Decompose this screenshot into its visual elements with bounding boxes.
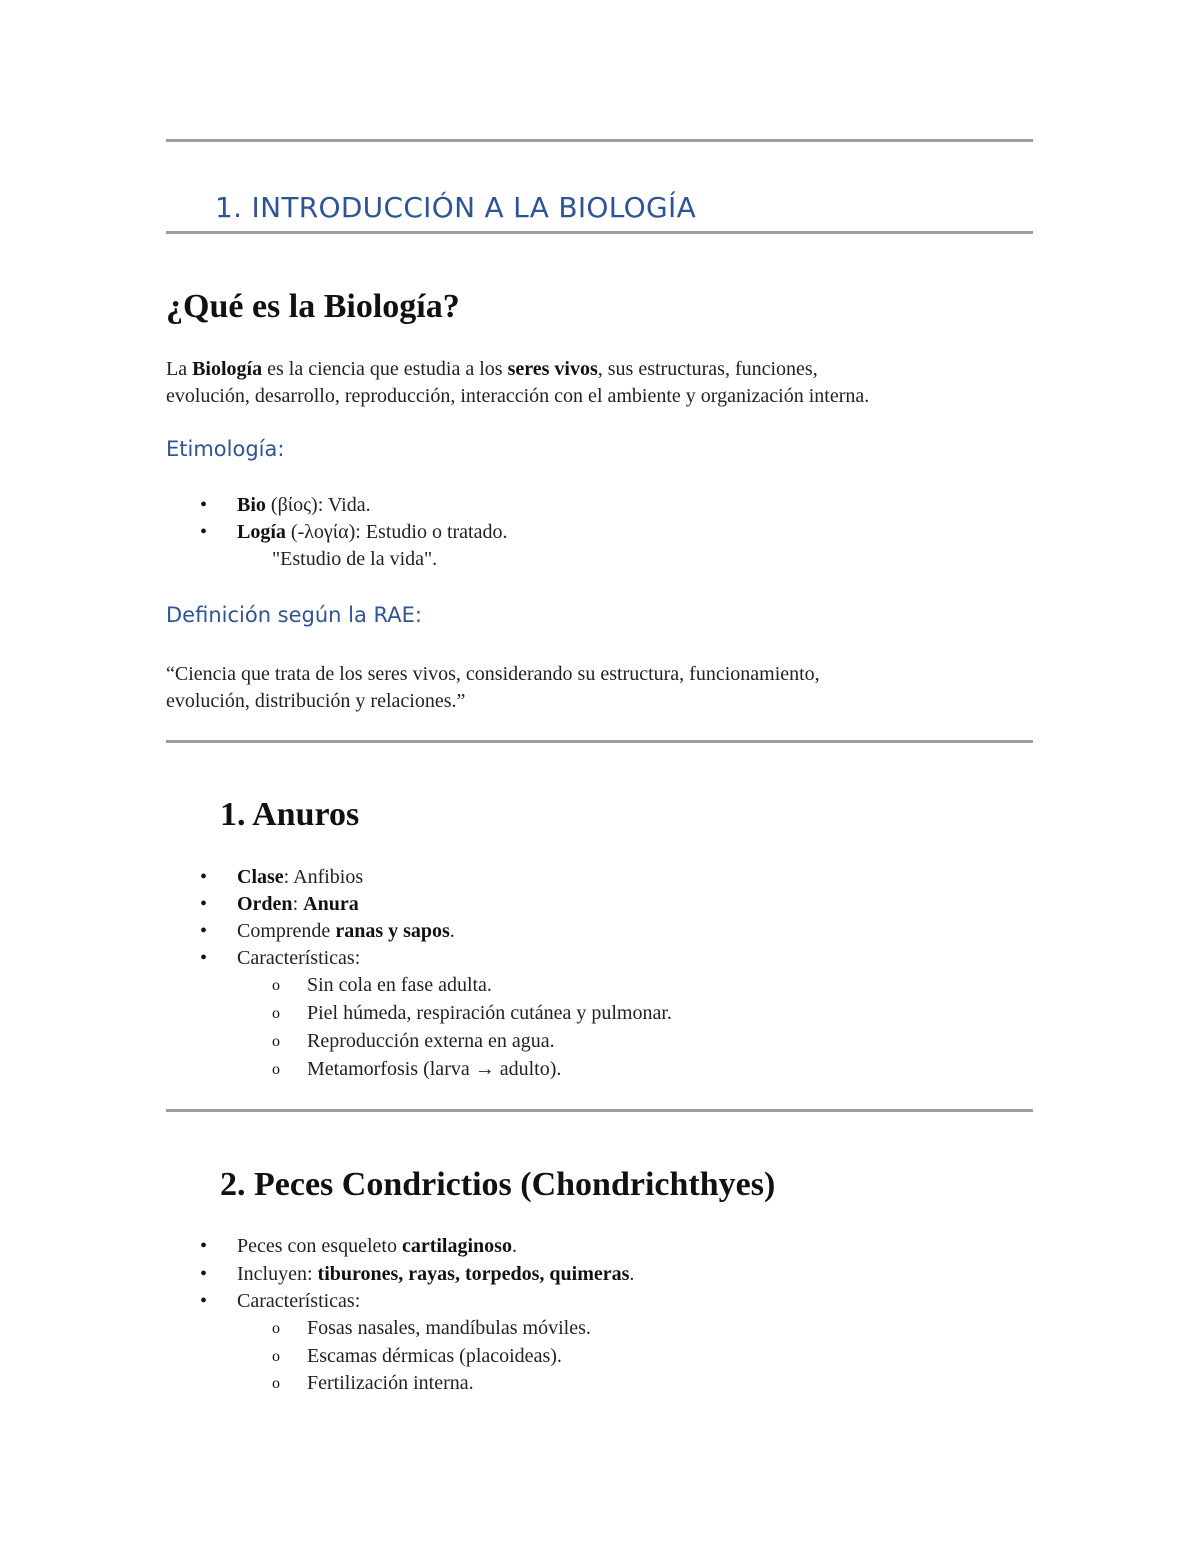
bullet-marker: • xyxy=(200,1290,208,1312)
rae-definition-line-1: “Ciencia que trata de los seres vivos, considerando su estructura, funcionamiento, xyxy=(166,663,820,685)
bullet-marker: • xyxy=(200,920,208,942)
bullet-marker: • xyxy=(200,1263,208,1285)
anuros-caracteristicas: Características: xyxy=(237,947,361,969)
peces-esqueleto: Peces con esqueleto cartilaginoso. xyxy=(237,1235,517,1257)
intro-paragraph-line-1: La Biología es la ciencia que estudia a los seres vivos, sus estructuras, funciones, xyxy=(166,358,818,380)
bullet-marker: • xyxy=(200,866,208,888)
etimologia-item-logia: Logía (-λογία): Estudio o tratado. xyxy=(237,521,508,543)
anuros-comprende: Comprende ranas y sapos. xyxy=(237,920,455,942)
bullet-marker: • xyxy=(200,521,208,543)
section-title: 1. INTRODUCCIÓN A LA BIOLOGÍA xyxy=(215,191,697,224)
etimologia-heading: Etimología: xyxy=(166,437,285,461)
bullet-marker: • xyxy=(200,893,208,915)
rae-heading: Definición según la RAE: xyxy=(166,603,422,627)
que-es-heading: ¿Qué es la Biología? xyxy=(166,288,460,325)
sub-bullet-marker: o xyxy=(272,1061,280,1078)
anuros-clase: Clase: Anfibios xyxy=(237,866,364,888)
sub-bullet-marker: o xyxy=(272,1033,280,1050)
anuros-sub-item: Metamorfosis (larva → adulto). xyxy=(307,1058,562,1080)
bullet-marker: • xyxy=(200,1235,208,1257)
peces-heading: 2. Peces Condrictios (Chondrichthyes) xyxy=(220,1166,776,1203)
divider-anuros xyxy=(166,740,1033,743)
sub-bullet-marker: o xyxy=(272,1005,280,1022)
bullet-marker: • xyxy=(200,494,208,516)
anuros-sub-item: Reproducción externa en agua. xyxy=(307,1030,555,1052)
bullet-marker: • xyxy=(200,947,208,969)
peces-caracteristicas: Características: xyxy=(237,1290,361,1312)
anuros-sub-item: Sin cola en fase adulta. xyxy=(307,974,492,996)
intro-paragraph-line-2: evolución, desarrollo, reproducción, interacción con el ambiente y organización interna. xyxy=(166,385,870,407)
sub-bullet-marker: o xyxy=(272,1375,280,1392)
anuros-orden: Orden: Anura xyxy=(237,893,359,915)
sub-bullet-marker: o xyxy=(272,977,280,994)
sub-bullet-marker: o xyxy=(272,1320,280,1337)
peces-incluyen: Incluyen: tiburones, rayas, torpedos, quimeras. xyxy=(237,1263,635,1285)
top-divider xyxy=(166,139,1033,142)
sub-bullet-marker: o xyxy=(272,1348,280,1365)
anuros-sub-item: Piel húmeda, respiración cutánea y pulmonar. xyxy=(307,1002,672,1024)
etimologia-item-bio: Bio (βίος): Vida. xyxy=(237,494,371,516)
rae-definition-line-2: evolución, distribución y relaciones.” xyxy=(166,690,466,712)
peces-sub-item: Escamas dérmicas (placoideas). xyxy=(307,1345,562,1367)
peces-sub-item: Fosas nasales, mandíbulas móviles. xyxy=(307,1317,591,1339)
section-title-underline xyxy=(166,231,1033,234)
anuros-heading: 1. Anuros xyxy=(220,796,360,833)
etimologia-note: "Estudio de la vida". xyxy=(272,548,438,570)
divider-peces xyxy=(166,1109,1033,1112)
peces-sub-item: Fertilización interna. xyxy=(307,1372,474,1394)
